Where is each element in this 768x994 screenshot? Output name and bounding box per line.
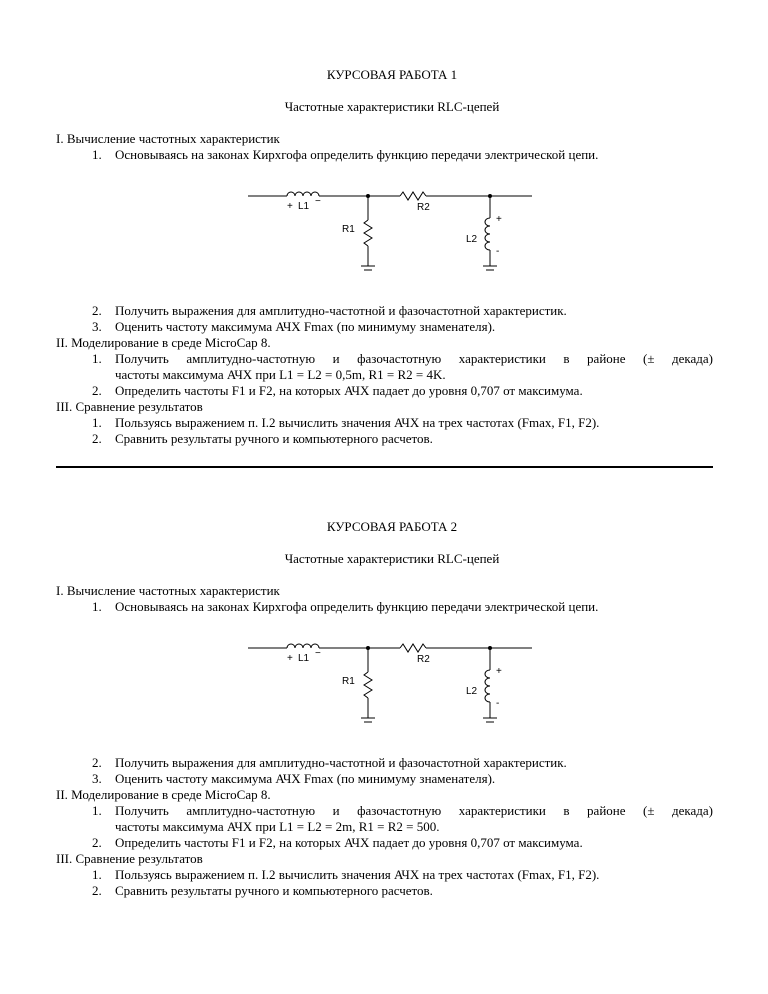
item-number: 1. <box>92 867 102 882</box>
coursework-title: КУРСОВАЯ РАБОТА 1 <box>326 67 458 82</box>
item-text: Сравнить результаты ручного и компьютерного расчетов. <box>115 431 433 446</box>
resistor-r2 <box>400 644 426 652</box>
item-text: Пользуясь выражением п. I.2 вычислить значения АЧХ на трех частотах (Fmax, F1, F2). <box>115 415 600 430</box>
resistor-r1 <box>364 220 372 246</box>
item-text: Определить частоты F1 и F2, на которых АЧХ падает до уровня 0,707 от максимума. <box>115 383 583 398</box>
item-number: 2. <box>92 431 102 446</box>
item-text: Сравнить результаты ручного и компьютерного расчетов. <box>115 883 433 898</box>
item-text-continued: частоты максимума АЧХ при L1 = L2 = 0,5m, R1 = R2 = 4K. <box>115 367 446 382</box>
item-number: 1. <box>92 147 102 162</box>
section-heading: III. Сравнение результатов <box>56 399 203 414</box>
section-heading: III. Сравнение результатов <box>56 851 203 866</box>
label-r1: R1 <box>342 676 355 687</box>
section-heading: II. Моделирование в среде MicroCap 8. <box>56 335 271 350</box>
label-r1: R1 <box>342 224 355 235</box>
inductor-l2 <box>485 218 490 250</box>
item-text: Получить выражения для амплитудно-частотной и фазочастотной характеристик. <box>115 755 567 770</box>
section-heading: I. Вычисление частотных характеристик <box>56 583 280 598</box>
plus-sign: + <box>287 201 293 212</box>
node-dot <box>366 194 370 198</box>
node-dot <box>488 646 492 650</box>
item-number: 2. <box>92 883 102 898</box>
item-number: 1. <box>92 803 102 818</box>
minus-sign: - <box>496 698 500 709</box>
label-l1: L1 <box>298 201 310 212</box>
item-number: 2. <box>92 303 102 318</box>
minus-sign: - <box>496 246 500 257</box>
item-text: Пользуясь выражением п. I.2 вычислить значения АЧХ на трех частотах (Fmax, F1, F2). <box>115 867 600 882</box>
label-r2: R2 <box>417 654 430 665</box>
section-heading: II. Моделирование в среде MicroCap 8. <box>56 787 271 802</box>
item-number: 1. <box>92 415 102 430</box>
item-text: Получить амплитудно-частотную и фазочастотную характеристики в районе (± декада) <box>115 803 713 818</box>
separator-line <box>56 466 713 468</box>
item-number: 1. <box>92 599 102 614</box>
item-text: Оценить частоту максимума АЧХ Fmax (по минимуму знаменателя). <box>115 319 496 334</box>
label-l2: L2 <box>466 686 478 697</box>
plus-sign: + <box>287 653 293 664</box>
item-text-continued: частоты максимума АЧХ при L1 = L2 = 2m, R1 = R2 = 500. <box>115 819 440 834</box>
item-number: 3. <box>92 319 102 334</box>
item-text: Получить выражения для амплитудно-частотной и фазочастотной характеристик. <box>115 303 567 318</box>
minus-sign: − <box>315 196 321 207</box>
item-text: Основываясь на законах Кирхгофа определить функцию передачи электрической цепи. <box>115 599 599 614</box>
coursework-title: КУРСОВАЯ РАБОТА 2 <box>326 519 458 534</box>
item-text: Оценить частоту максимума АЧХ Fmax (по минимуму знаменателя). <box>115 771 496 786</box>
node-dot <box>366 646 370 650</box>
circuit-diagram <box>240 182 540 282</box>
plus-sign: + <box>496 666 502 677</box>
item-number: 2. <box>92 383 102 398</box>
item-number: 3. <box>92 771 102 786</box>
minus-sign: − <box>315 648 321 659</box>
item-text: Определить частоты F1 и F2, на которых АЧХ падает до уровня 0,707 от максимума. <box>115 835 583 850</box>
label-l2: L2 <box>466 234 478 245</box>
item-text: Основываясь на законах Кирхгофа определить функцию передачи электрической цепи. <box>115 147 599 162</box>
inductor-l2 <box>485 670 490 702</box>
resistor-r2 <box>400 192 426 200</box>
item-text: Получить амплитудно-частотную и фазочастотную характеристики в районе (± декада) <box>115 351 713 366</box>
label-r2: R2 <box>417 202 430 213</box>
coursework-subtitle: Частотные характеристики RLC-цепей <box>284 99 500 114</box>
node-dot <box>488 194 492 198</box>
circuit-diagram <box>240 634 540 734</box>
resistor-r1 <box>364 672 372 698</box>
item-number: 1. <box>92 351 102 366</box>
item-number: 2. <box>92 755 102 770</box>
coursework-subtitle: Частотные характеристики RLC-цепей <box>284 551 500 566</box>
section-heading: I. Вычисление частотных характеристик <box>56 131 280 146</box>
plus-sign: + <box>496 214 502 225</box>
item-number: 2. <box>92 835 102 850</box>
label-l1: L1 <box>298 653 310 664</box>
